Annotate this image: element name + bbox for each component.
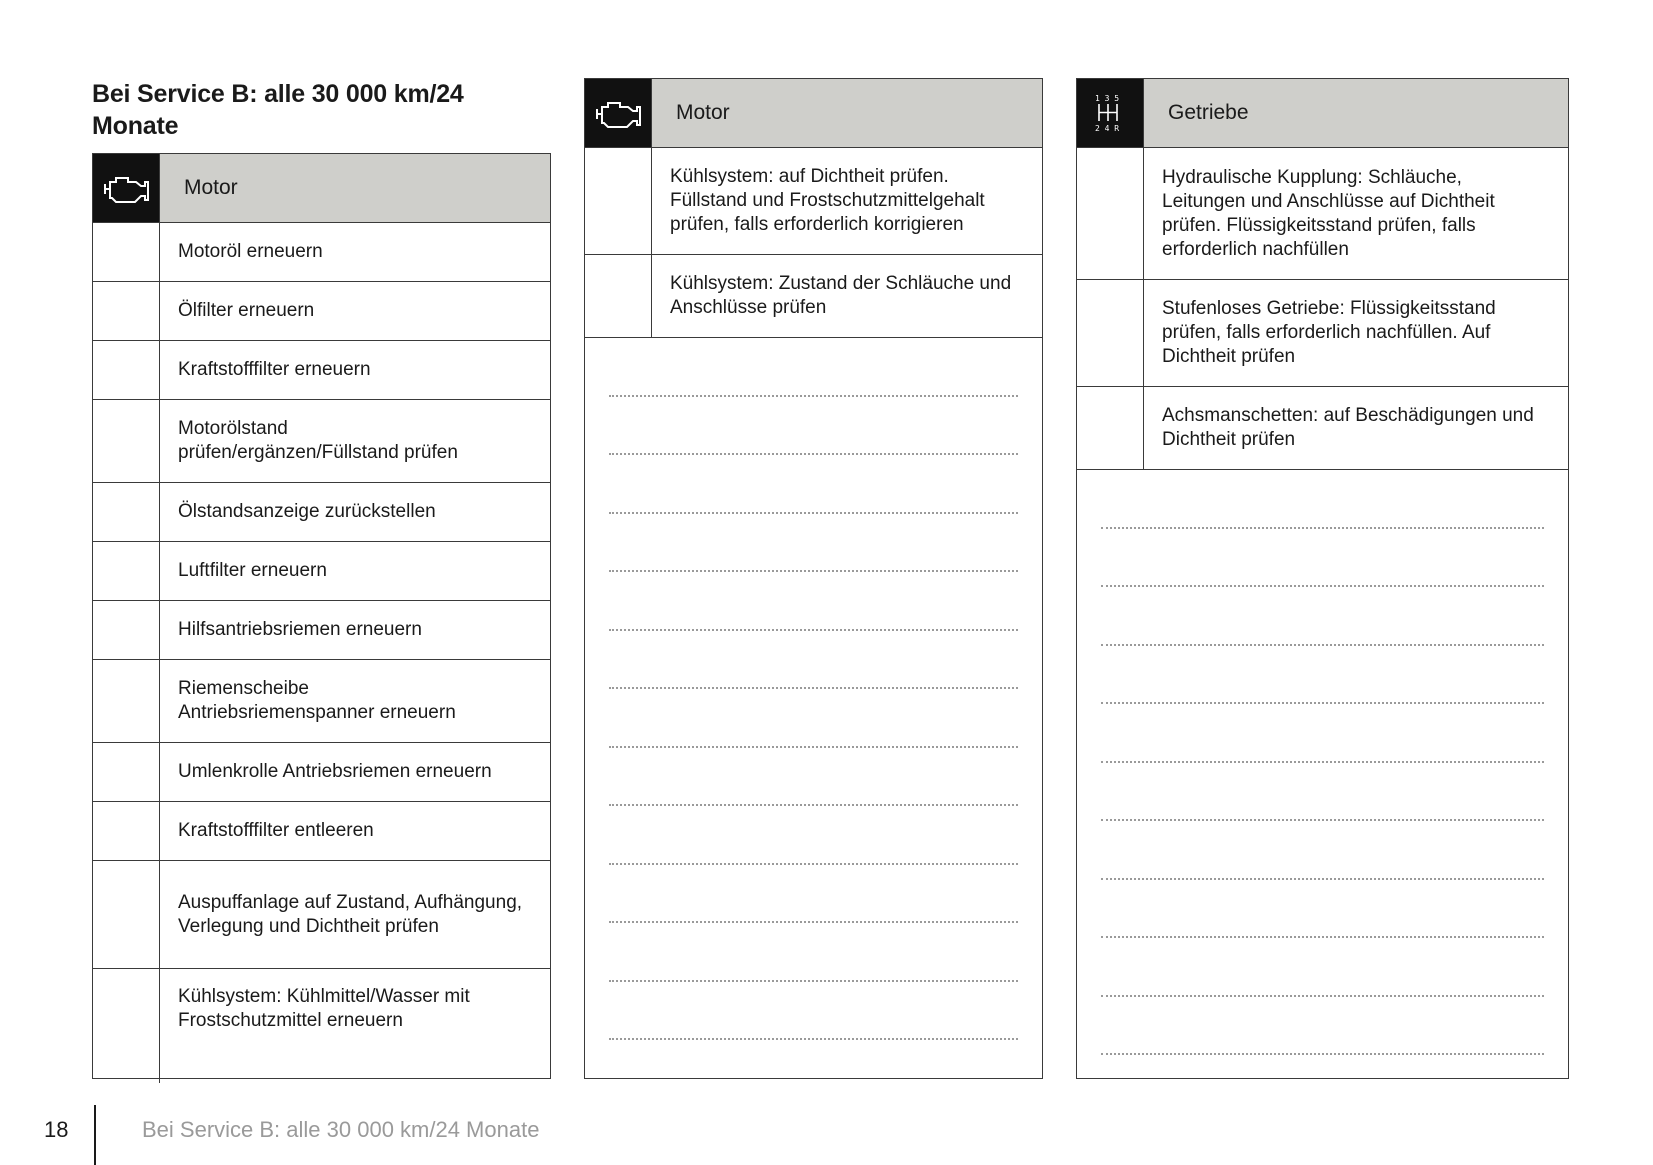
checklist-row	[93, 660, 550, 743]
note-line[interactable]	[1101, 704, 1544, 763]
note-line[interactable]	[1101, 470, 1544, 529]
checkbox-cell[interactable]	[93, 282, 160, 340]
note-line[interactable]	[609, 514, 1018, 573]
note-line[interactable]	[609, 397, 1018, 456]
checkbox-cell[interactable]	[93, 743, 160, 801]
note-line[interactable]	[609, 455, 1018, 514]
svg-text:2 4 R: 2 4 R	[1095, 124, 1120, 133]
checklist-row	[93, 223, 550, 282]
checklist-item: Luftfilter erneuern	[178, 560, 327, 581]
checklist-item: Motoröl erneuern	[178, 241, 323, 262]
checkbox-cell[interactable]	[93, 969, 160, 1083]
checklist-item: Achsmanschetten: auf Beschädigungen und Dichtheit prüfen	[1162, 405, 1534, 450]
checklist-item: Ölfilter erneuern	[178, 300, 315, 321]
checklist-row	[1077, 148, 1568, 280]
checkbox-cell[interactable]	[93, 341, 160, 399]
note-line[interactable]	[609, 923, 1018, 982]
panel-header	[1077, 79, 1568, 148]
checklist-row	[1077, 387, 1568, 470]
checklist-row	[585, 255, 1042, 338]
note-line[interactable]	[1101, 529, 1544, 588]
checkbox-cell[interactable]	[93, 861, 160, 968]
page-number: 18	[44, 1117, 69, 1142]
gearshift-icon	[1077, 79, 1144, 147]
checklist-row	[93, 542, 550, 601]
note-line[interactable]	[609, 748, 1018, 807]
note-line[interactable]	[609, 982, 1018, 1041]
checklist-item: Hilfsantriebsriemen erneuern	[178, 619, 422, 640]
note-line[interactable]	[1101, 880, 1544, 939]
footer-title: Bei Service B: alle 30 000 km/24 Monate	[142, 1117, 540, 1142]
checklist-item: Kühlsystem: Zustand der Schläuche und Anschlüsse prüfen	[670, 273, 1012, 318]
checklist-item: Kühlsystem: auf Dichtheit prüfen. Füllstand und Frostschutzmittelgehalt prüfen, falls erforderlich korrigieren	[670, 166, 985, 235]
page-title: Bei Service B: alle 30 000 km/24 Monate	[92, 80, 464, 140]
checklist-row	[93, 601, 550, 660]
checkbox-cell[interactable]	[93, 223, 160, 281]
checklist-item: Kraftstofffilter erneuern	[178, 359, 371, 380]
checklist-item: Hydraulische Kupplung: Schläuche, Leitungen und Anschlüsse auf Dichtheit prüfen. Flüssigkeitsstand prüfen, falls erforderlich nachfüllen	[1162, 166, 1495, 260]
notes-lines	[1077, 470, 1568, 1055]
checklist-item: Ölstandsanzeige zurückstellen	[178, 501, 436, 522]
checkbox-cell[interactable]	[1077, 387, 1144, 469]
checklist-item: Umlenkrolle Antriebsriemen erneuern	[178, 761, 492, 782]
checklist-row	[93, 341, 550, 400]
panel-header-label: Motor	[676, 101, 730, 124]
checkbox-cell[interactable]	[585, 255, 652, 337]
panel-header-label: Motor	[184, 176, 238, 199]
motor-checklist-left	[92, 153, 551, 1079]
note-line[interactable]	[1101, 646, 1544, 705]
notes-lines	[585, 338, 1042, 1040]
note-line[interactable]	[1101, 587, 1544, 646]
panel-header	[93, 154, 550, 223]
checklist-row	[93, 483, 550, 542]
checklist-row	[585, 148, 1042, 255]
checklist-item: Kraftstofffilter entleeren	[178, 820, 374, 841]
checklist-row	[93, 282, 550, 341]
footer-divider	[94, 1105, 96, 1165]
checklist-row	[93, 861, 550, 969]
checklist-item: Riemenscheibe Antriebsriemenspanner erneuern	[178, 678, 456, 723]
checkbox-cell[interactable]	[93, 660, 160, 742]
checklist-row	[1077, 280, 1568, 387]
note-line[interactable]	[1101, 938, 1544, 997]
note-line[interactable]	[609, 631, 1018, 690]
checklist-row	[93, 743, 550, 802]
engine-icon	[93, 154, 160, 222]
checkbox-cell[interactable]	[585, 148, 652, 254]
engine-icon	[585, 79, 652, 147]
checkbox-cell[interactable]	[1077, 280, 1144, 386]
checklist-item: Auspuffanlage auf Zustand, Aufhängung, Verlegung und Dichtheit prüfen	[178, 891, 523, 937]
checkbox-cell[interactable]	[93, 601, 160, 659]
getriebe-checklist	[1076, 78, 1569, 1079]
panel-header-label: Getriebe	[1168, 101, 1249, 124]
checkbox-cell[interactable]	[93, 542, 160, 600]
note-line[interactable]	[1101, 763, 1544, 822]
checkbox-cell[interactable]	[1077, 148, 1144, 279]
checkbox-cell[interactable]	[93, 483, 160, 541]
checklist-item: Stufenloses Getriebe: Flüssigkeitsstand prüfen, falls erforderlich nachfüllen. Auf Dichtheit prüfen	[1162, 298, 1496, 367]
svg-text:1 3 5: 1 3 5	[1095, 94, 1120, 103]
motor-checklist-middle	[584, 78, 1043, 1079]
checklist-row	[93, 969, 550, 1083]
note-line[interactable]	[609, 338, 1018, 397]
note-line[interactable]	[609, 806, 1018, 865]
note-line[interactable]	[1101, 821, 1544, 880]
note-line[interactable]	[609, 865, 1018, 924]
checklist-item: Kühlsystem: Kühlmittel/Wasser mit Frostschutzmittel erneuern	[178, 986, 470, 1031]
note-line[interactable]	[609, 572, 1018, 631]
panel-header	[585, 79, 1042, 148]
checklist-row	[93, 400, 550, 483]
note-line[interactable]	[609, 689, 1018, 748]
note-line[interactable]	[1101, 997, 1544, 1056]
checklist-row	[93, 802, 550, 861]
checkbox-cell[interactable]	[93, 802, 160, 860]
checklist-item: Motorölstand prüfen/ergänzen/Füllstand prüfen	[178, 418, 458, 463]
checkbox-cell[interactable]	[93, 400, 160, 482]
